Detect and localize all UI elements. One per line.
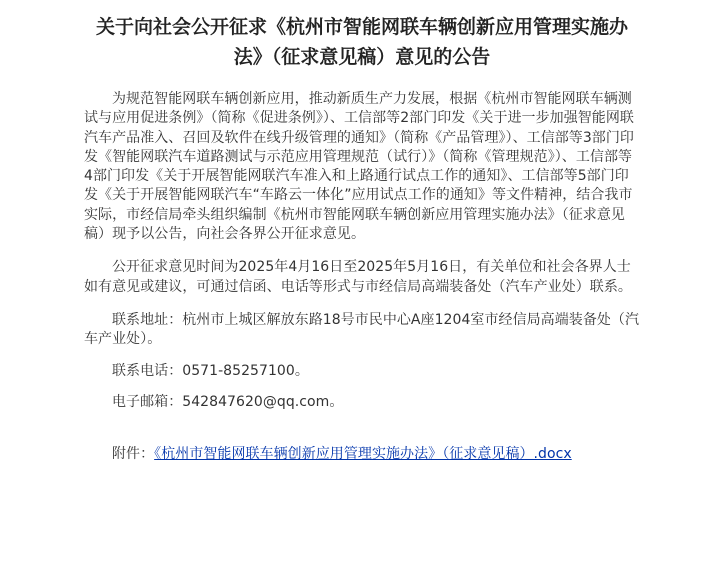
notice-page (0, 12, 720, 564)
attachment-label: 附件： (112, 446, 155, 463)
attachment-link[interactable]: 《杭州市智能网联车辆创新应用管理实施办法》（征求意见稿）.docx (154, 446, 572, 463)
attachment-line (84, 445, 640, 464)
paragraph-purpose: 为规范智能网联车辆创新应用，推动新质生产力发展，根据《杭州市智能网联车辆测试与应用促进条例》（简称《促进条例》）、工信部等2部门印发《关于进一步加强智能网联汽车产品准入、召回及软件在线升级管理的通知》（简称《产品管理》）、工信部等3部门印发《智能网联汽车道路测试与示范应用管理规范（试行）》（简称《管理规范》）、工信部等4部门印发《关于开展智能网联汽车准入和上路通行试点工作的通知》、工信部等5部门印发《关于开展智能网联汽车“车路云一体化”应用试点工作的通知》等文件精神，结合我市实际，市经信局牵头组织编制《杭州市智能网联车辆创新应用管理实施办法》（征求意见稿）现予以公告，向社会各界公开征求意见。 (84, 91, 634, 243)
contact-email: 电子邮箱：542847620@qq.com。 (112, 393, 344, 410)
notice-body (84, 90, 640, 464)
notice-title-line1: 关于向社会公开征求《杭州市智能网联车辆创新应用管理实施办 (95, 16, 628, 38)
contact-phone: 联系电话：0571-85257100。 (112, 362, 309, 379)
notice-title (84, 12, 640, 72)
paragraph-period: 公开征求意见时间为2025年4月16日至2025年5月16日，有关单位和社会各界人士如有意见或建议，可通过信函、电话等形式与市经信局高端装备处（汽车产业处）联系。 (84, 259, 632, 295)
contact-address: 联系地址：杭州市上城区解放东路18号市民中心A座1204室市经信局高端装备处（汽车产业处）。 (84, 311, 640, 348)
notice-title-line2: 法》（征求意见稿）意见的公告 (233, 46, 491, 68)
